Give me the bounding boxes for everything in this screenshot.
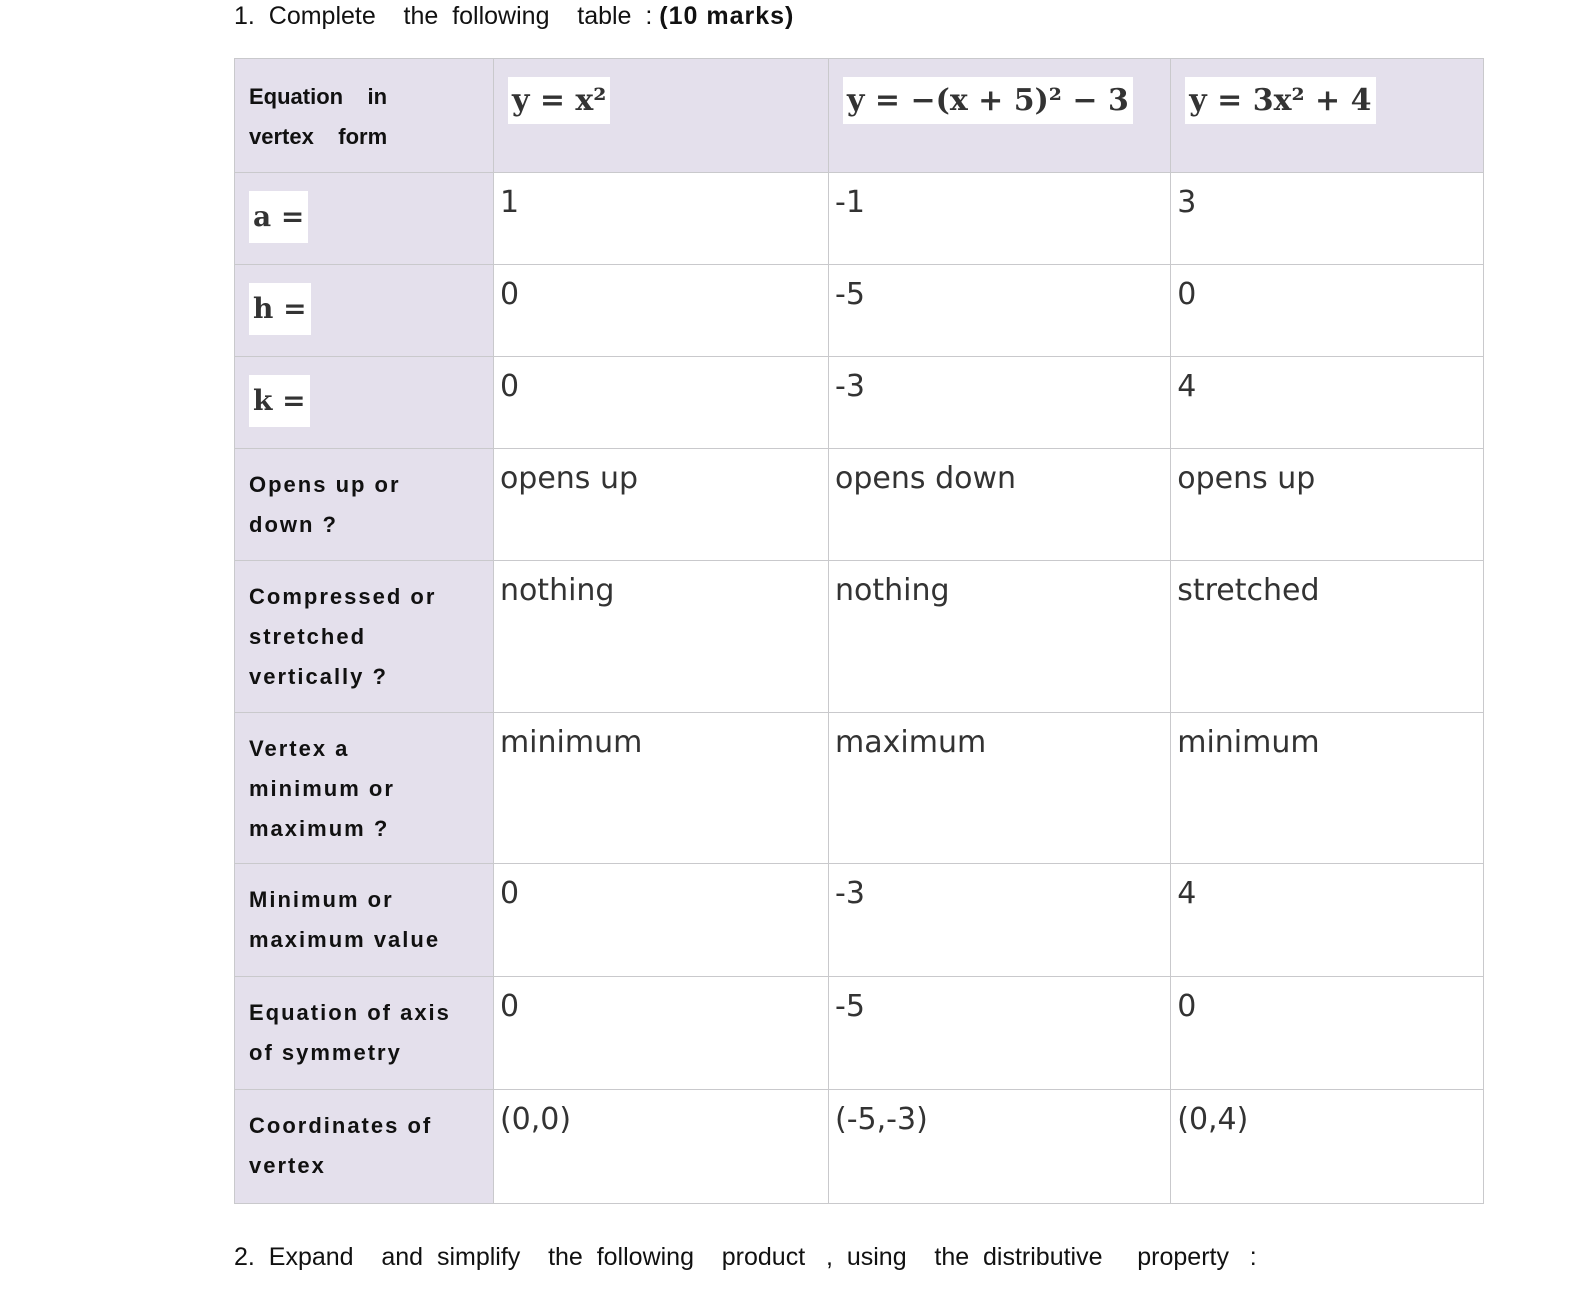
equation-cell-2 [829, 59, 1171, 173]
value-cell: 4 [1171, 357, 1484, 449]
value-cell: 4 [1171, 864, 1484, 977]
equation-cell-3 [1171, 59, 1484, 173]
value-cell: -5 [829, 265, 1171, 357]
header-label-line-1: Equation in [249, 84, 388, 109]
row-label-a: a = [249, 191, 308, 243]
table-header-row [235, 59, 1484, 173]
value-cell: nothing [493, 561, 828, 713]
header-label-line-2: vertex form [249, 124, 388, 149]
row-label-vertex-type: Vertex a minimum or maximum ? [235, 713, 494, 864]
value-cell: opens down [829, 449, 1171, 561]
question-1-heading [234, 2, 794, 31]
value-cell: (0,0) [493, 1090, 828, 1204]
equation-3: y = 3x² + 4 [1185, 77, 1375, 124]
equation-cell-1 [493, 59, 828, 173]
value-cell: 1 [493, 173, 828, 265]
equation-1: y = x² [508, 77, 610, 124]
row-label-axis: Equation of axis of symmetry [235, 977, 494, 1090]
value-cell: 0 [493, 357, 828, 449]
table-row-vertex-coords [235, 1090, 1484, 1204]
question-1-text: Complete the following table : [268, 2, 653, 30]
value-cell: -3 [829, 357, 1171, 449]
question-1-number: 1. [234, 2, 255, 30]
value-cell: minimum [1171, 713, 1484, 864]
value-cell: 0 [1171, 977, 1484, 1090]
value-cell: opens up [1171, 449, 1484, 561]
table-row-axis [235, 977, 1484, 1090]
value-cell: 0 [493, 864, 828, 977]
value-cell: opens up [493, 449, 828, 561]
question-2-heading [234, 1243, 1257, 1272]
value-cell: minimum [493, 713, 828, 864]
table-row-a [235, 173, 1484, 265]
value-cell: 3 [1171, 173, 1484, 265]
header-label-cell [235, 59, 494, 173]
value-cell: (0,4) [1171, 1090, 1484, 1204]
row-label-cell [235, 357, 494, 449]
value-cell: -5 [829, 977, 1171, 1090]
row-label-cell [235, 173, 494, 265]
value-cell: 0 [493, 265, 828, 357]
equation-2: y = −(x + 5)² − 3 [843, 77, 1133, 124]
value-cell: maximum [829, 713, 1171, 864]
table-row-vertex-type [235, 713, 1484, 864]
row-label-cell [235, 265, 494, 357]
vertex-form-table [234, 58, 1484, 1204]
value-cell: -1 [829, 173, 1171, 265]
table-row-opens [235, 449, 1484, 561]
row-label-opens: Opens up or down ? [235, 449, 494, 561]
row-label-compressed: Compressed or stretched vertically ? [235, 561, 494, 713]
value-cell: (-5,-3) [829, 1090, 1171, 1204]
value-cell: 0 [493, 977, 828, 1090]
row-label-h: h = [249, 283, 311, 335]
value-cell: nothing [829, 561, 1171, 713]
value-cell: -3 [829, 864, 1171, 977]
row-label-min-max-value: Minimum or maximum value [235, 864, 494, 977]
row-label-k: k = [249, 375, 310, 427]
table-row-k [235, 357, 1484, 449]
question-2-number: 2. [234, 1243, 255, 1271]
table-row-compressed [235, 561, 1484, 713]
table-row-min-max-value [235, 864, 1484, 977]
question-2-text: Expand and simplify the following product , using the distributive property : [268, 1243, 1257, 1271]
value-cell: 0 [1171, 265, 1484, 357]
value-cell: stretched [1171, 561, 1484, 713]
table-row-h [235, 265, 1484, 357]
question-1-marks: (10 marks) [659, 2, 795, 30]
row-label-vertex-coords: Coordinates of vertex [235, 1090, 494, 1204]
